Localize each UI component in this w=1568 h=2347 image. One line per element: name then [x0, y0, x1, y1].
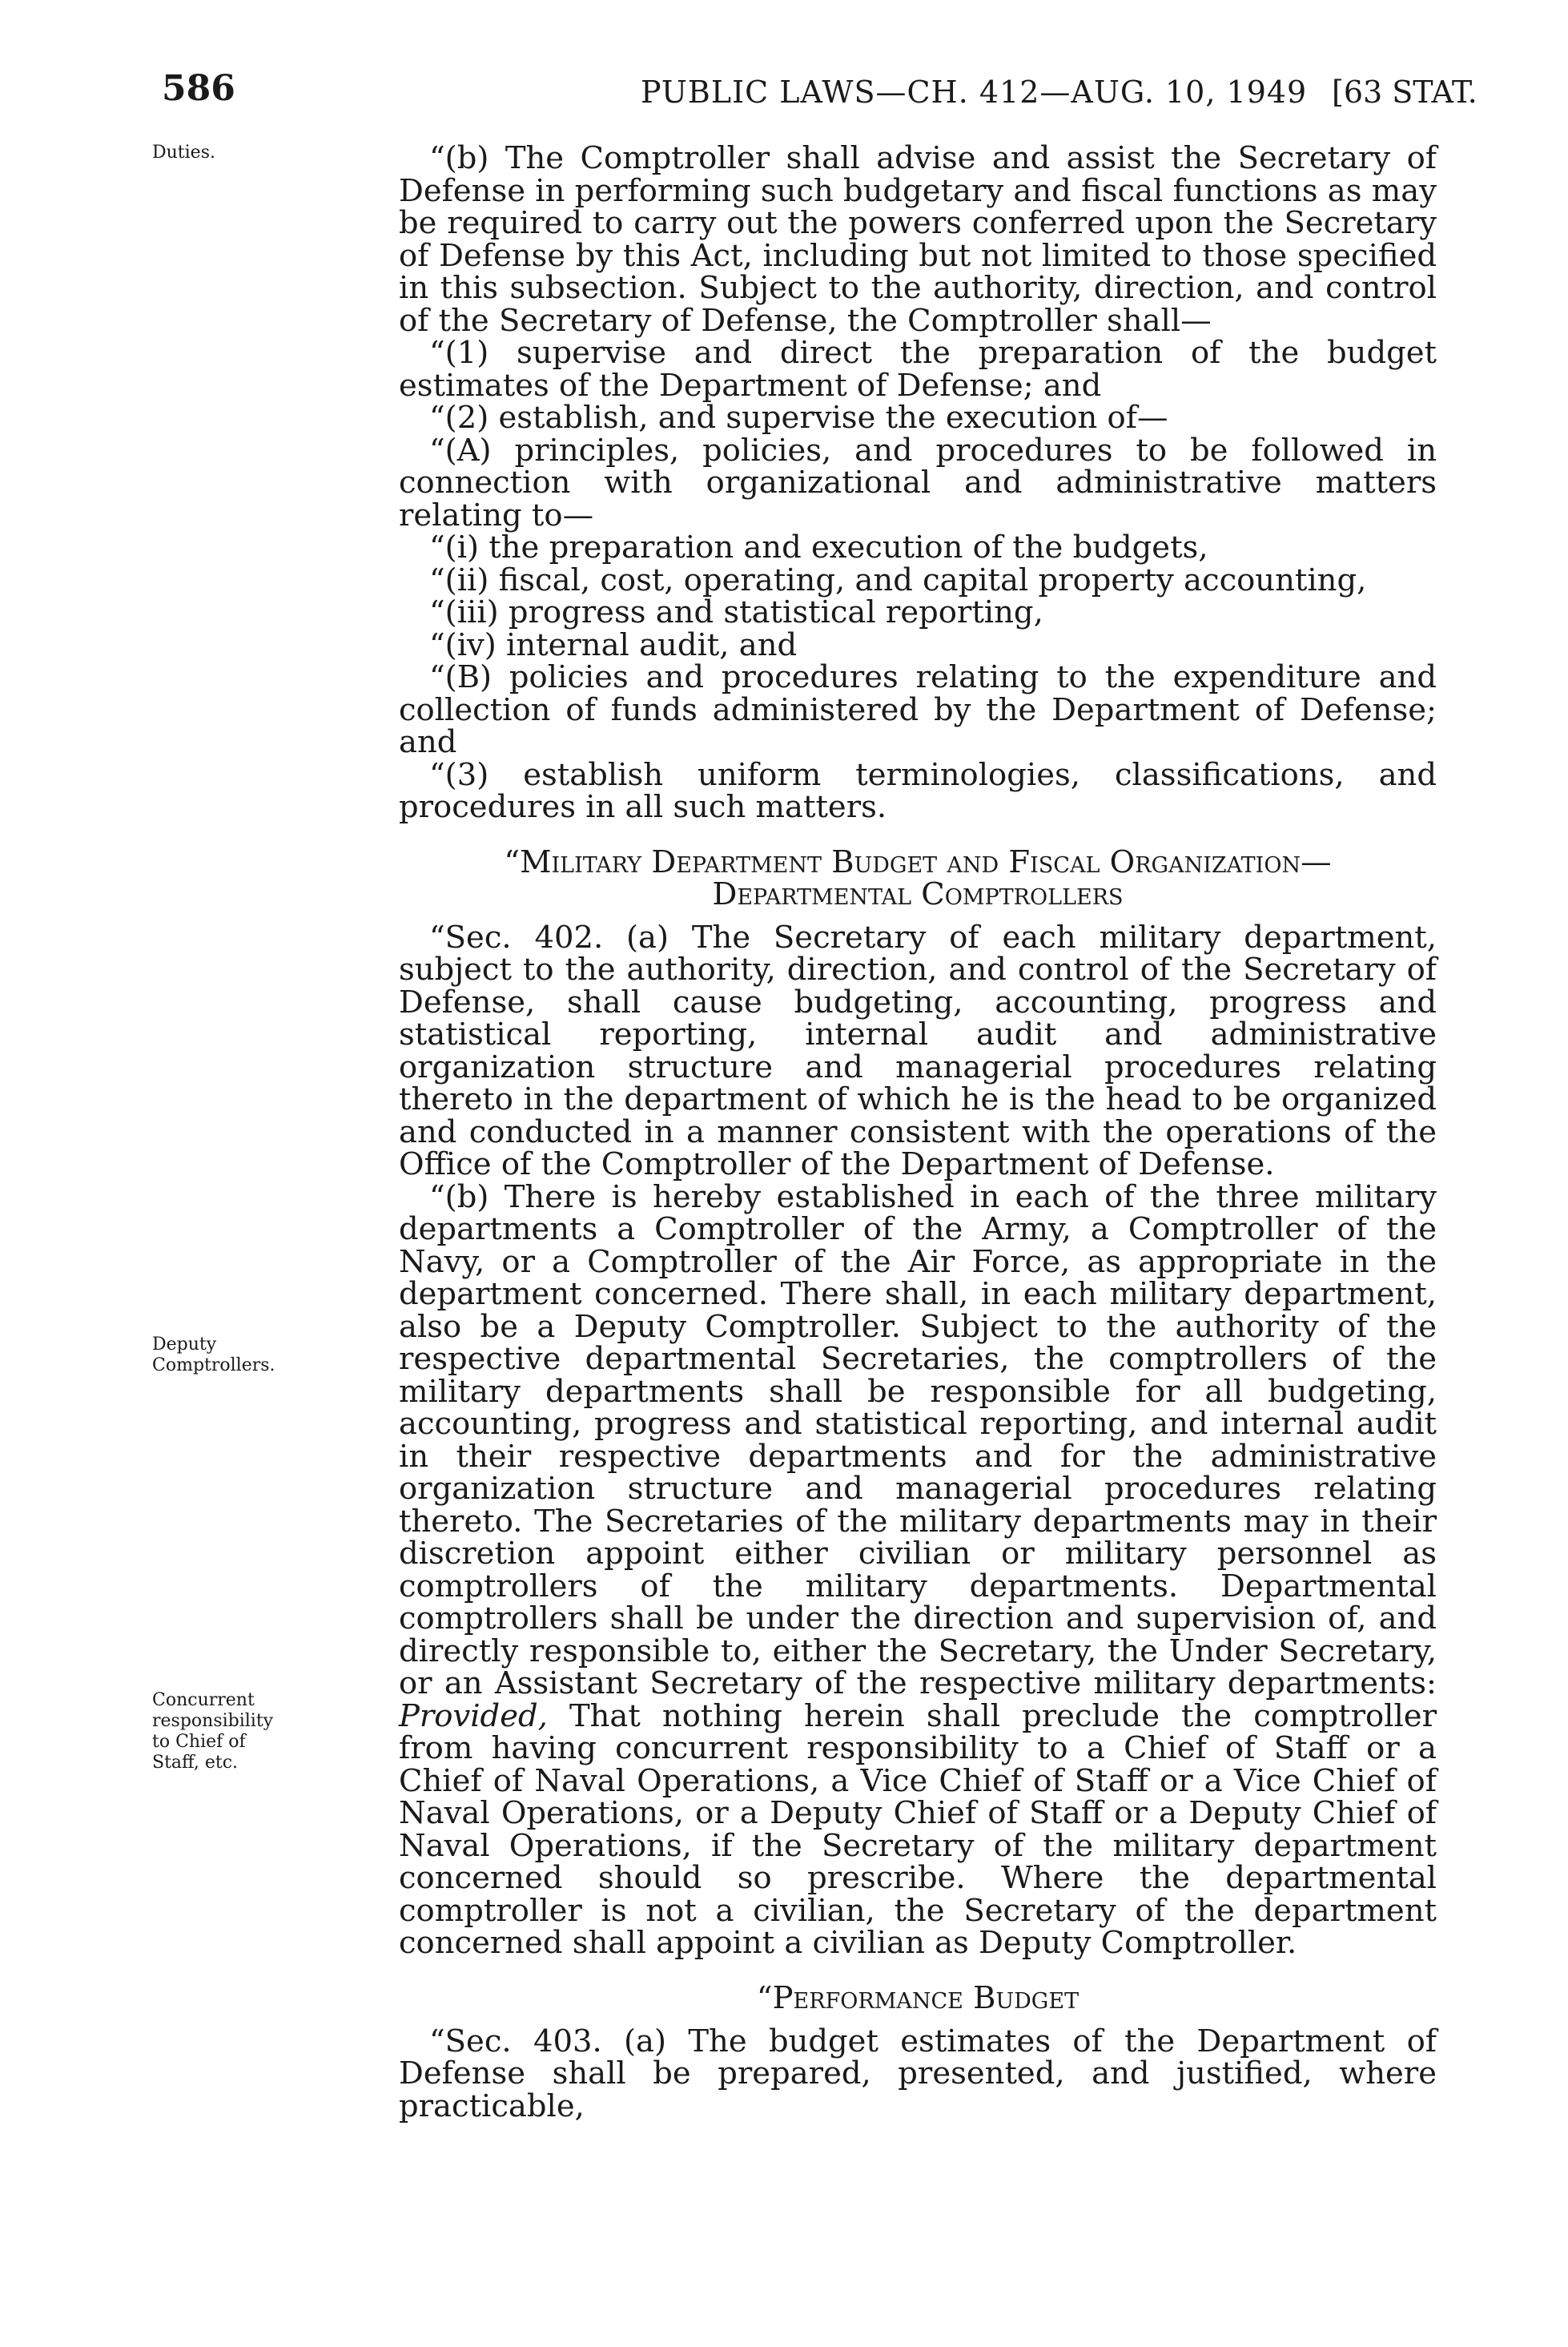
item-A: “(A) principles, policies, and procedures to be followed in connection with organizational and administrative matters relating to— — [399, 432, 1437, 533]
section-403-a: “Sec. 403. (a) The budget estimates of the Department of Defense shall be prepared, presented, and justified, where practicable, — [399, 2023, 1437, 2124]
section-402-b — [399, 1178, 1437, 1961]
item-i: “(i) the preparation and execution of the budgets, — [429, 529, 1208, 566]
margin-note-deputy-comptrollers: Deputy Comptrollers. — [152, 1335, 275, 1375]
item-B: “(B) policies and procedures relating to the expenditure and collection of funds administered by the Department of Defense; and — [399, 659, 1437, 760]
body-text — [399, 140, 1437, 2124]
section-heading-military-department — [399, 843, 1437, 912]
section-402-b-text-2: That nothing herein shall preclude the comptroller from having concurrent responsibility to a Chief of Staff or a Chief of Naval Operations, a Vice Chief of Staff or a Vice Chief of Naval Operations, or a Deputy Chief of Staff or a Deputy Chief of Naval Operations, if the Secretary of the military department concerned should so prescribe. Where the departmental comptroller is not a civilian, the Secretary of the department concerned shall appoint a civilian as Deputy Comptroller. — [399, 1697, 1437, 1961]
running-header-stat: [63 STAT. — [1332, 74, 1478, 110]
provided-italic: Provided, — [399, 1697, 548, 1734]
item-3: “(3) establish uniform terminologies, classifications, and procedures in all such matters. — [399, 756, 1437, 825]
running-header-title: PUBLIC LAWS—CH. 412—AUG. 10, 1949 — [641, 74, 1308, 110]
item-iii: “(iii) progress and statistical reporting, — [429, 594, 1043, 630]
page-number: 586 — [162, 68, 235, 109]
margin-note-concurrent-responsibility: Concurrent responsibility to Chief of Staff, etc. — [152, 1690, 274, 1773]
section-402-b-text-1: “(b) There is hereby established in each of the three military departments a Comptroller of the Army, a Comptroller of the Navy, or a Comptroller of the Air Force, as appropriate in the department concerned. There shall, in each military department, also be a Deputy Comptroller. Subject to the authority of the respective departmental Secretaries, the comptrollers of the military departments shall be responsible for all budgeting, accounting, progress and statistical reporting, and internal audit in their respective departments and for the administrative organization structure and managerial procedures relating thereto. The Secretaries of the military departments may in their discretion appoint either civilian or military personnel as comptrollers of the military departments. Departmental comptrollers shall be under the direction and supervision of, and directly responsible to, either the Secretary, the Under Secretary, or an Assistant Secretary of the respective military departments: — [399, 1178, 1437, 1701]
paragraph-comptroller-duties: “(b) The Comptroller shall advise and assist the Secretary of Defense in performing such budgetary and fiscal functions as may be required to carry out the powers conferred upon the Secretary of Defense by this Act, including but not limited to those specified in this subsection. Subject to the authority, direction, and control of the Secretary of Defense, the Comptroller shall— — [399, 140, 1437, 339]
heading-performance-budget-text: “Performance Budget — [756, 1979, 1080, 2016]
item-ii: “(ii) fiscal, cost, operating, and capital property accounting, — [429, 562, 1367, 598]
section-heading-performance-budget — [399, 1979, 1437, 2016]
heading-line-2: Departmental Comptrollers — [712, 876, 1124, 912]
margin-note-duties: Duties. — [152, 143, 215, 163]
item-1: “(1) supervise and direct the preparation of the budget estimates of the Department of Defense; and — [399, 335, 1437, 404]
item-iv: “(iv) internal audit, and — [429, 626, 798, 663]
heading-line-1: “Military Department Budget and Fiscal Organization— — [504, 843, 1332, 880]
item-2: “(2) establish, and supervise the execution of— — [429, 400, 1168, 436]
section-402-a: “Sec. 402. (a) The Secretary of each military department, subject to the authority, direction, and control of the Secretary of Defense, shall cause budgeting, accounting, progress and statistical reporting, internal audit and administrative organization structure and managerial procedures relating thereto in the department of which he is the head to be organized and conducted in a manner consistent with the operations of the Office of the Comptroller of the Department of Defense. — [399, 919, 1437, 1182]
